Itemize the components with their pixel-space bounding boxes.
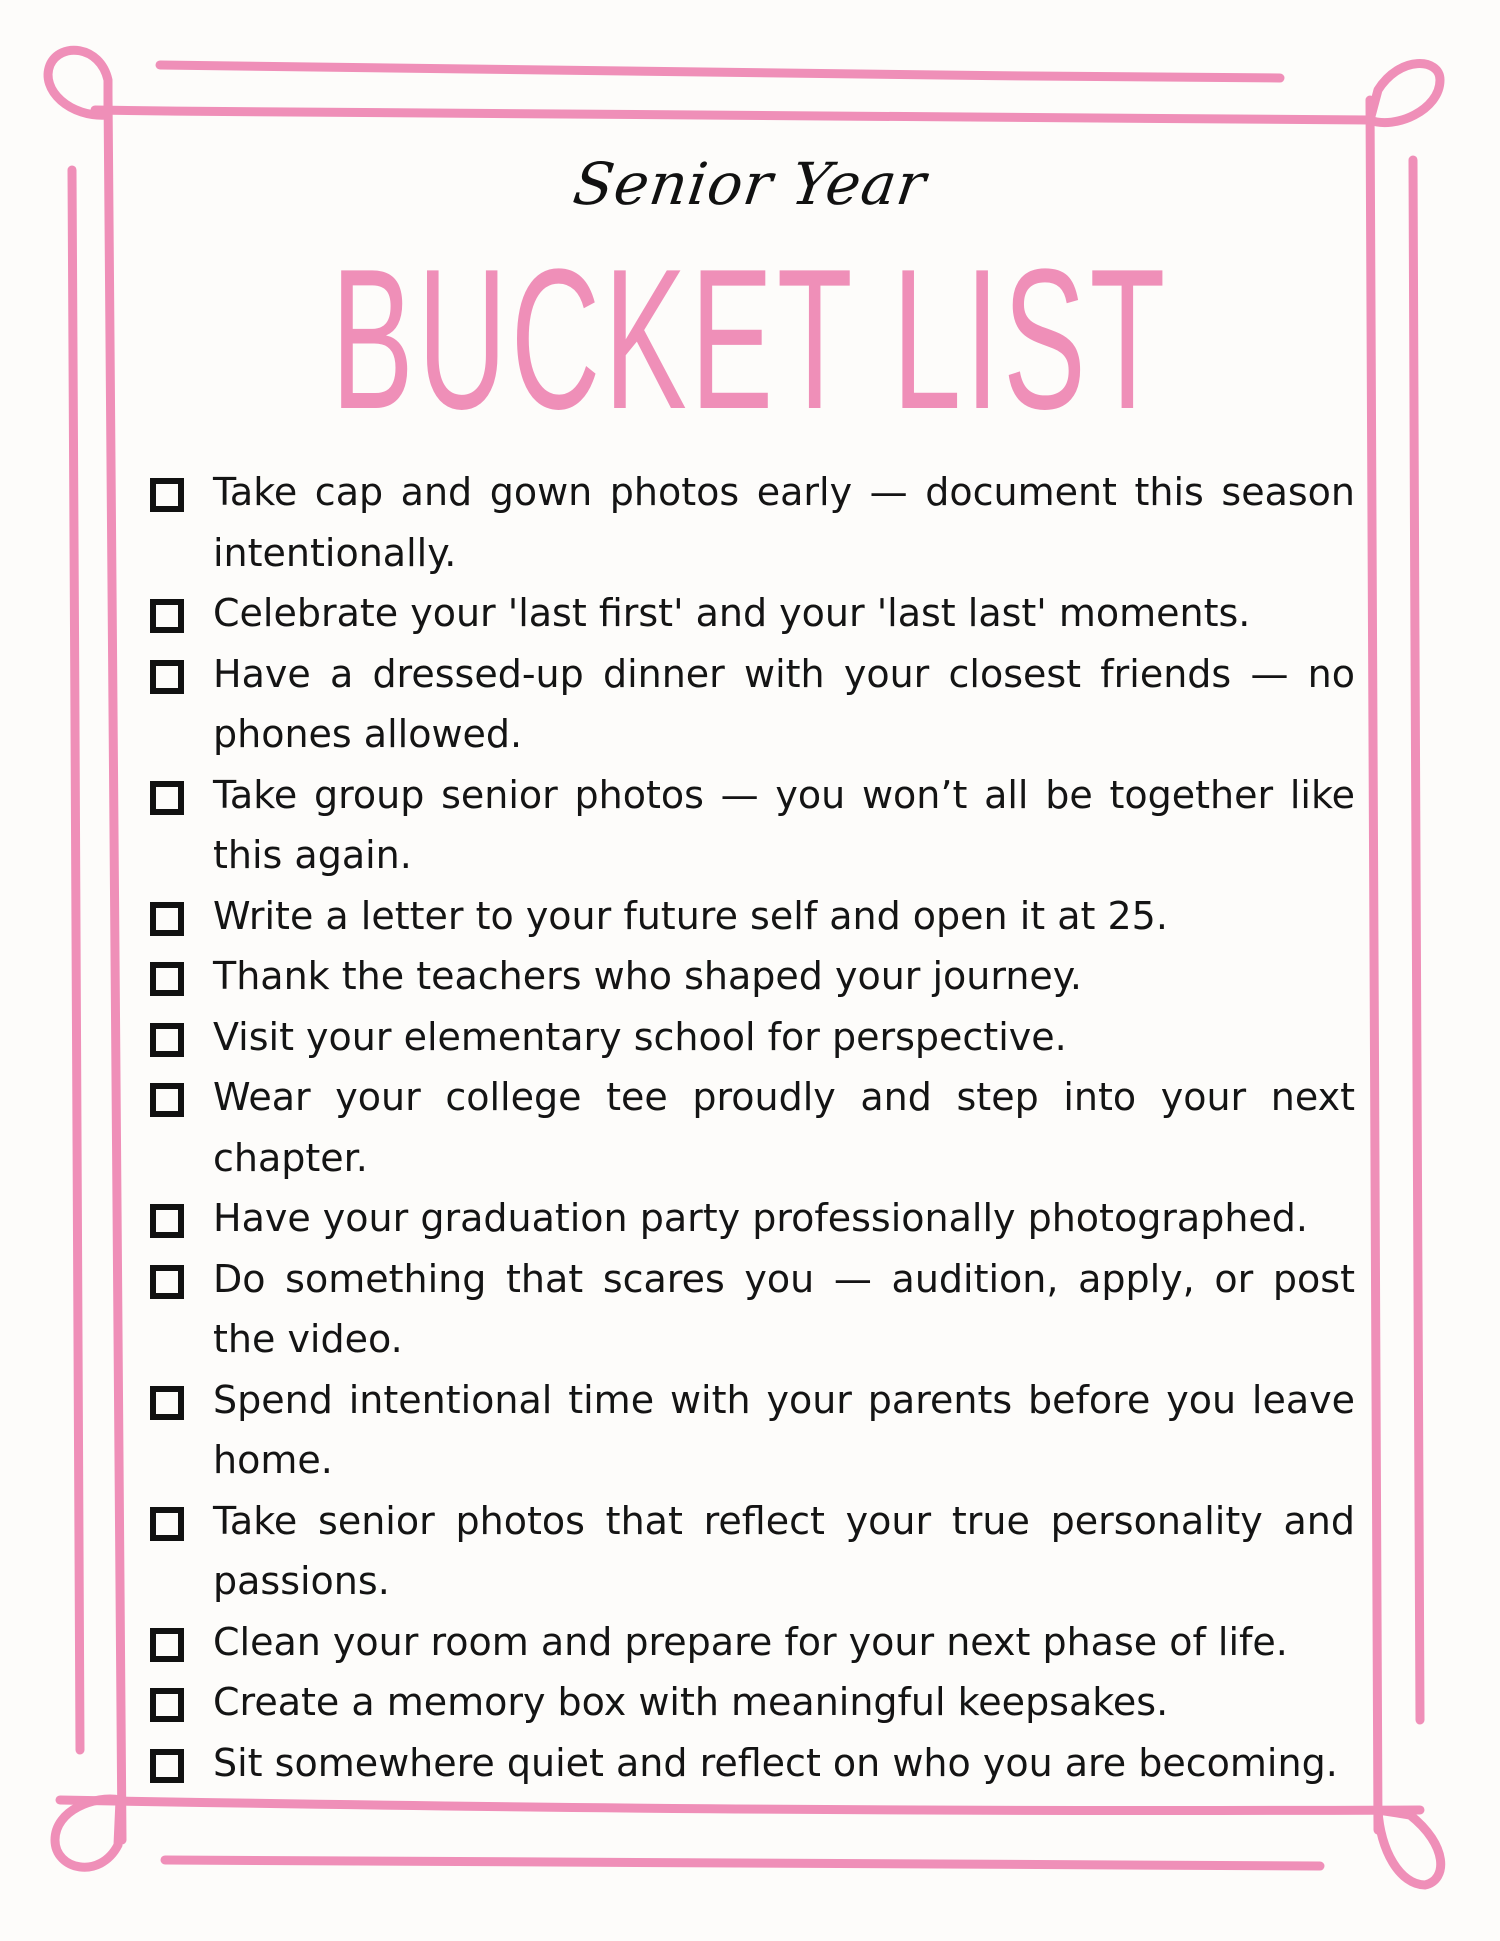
- checkbox[interactable]: [150, 599, 184, 633]
- corner-loop-bottom-right: [1378, 1810, 1441, 1885]
- list-item: [150, 1007, 1355, 1068]
- list-item: [150, 946, 1355, 1007]
- header: [0, 150, 1500, 218]
- checkbox[interactable]: [150, 962, 184, 996]
- frame-left-line: [72, 170, 80, 1750]
- item-text: Visit your elementary school for perspective.: [213, 1014, 1067, 1059]
- checkbox[interactable]: [150, 660, 184, 694]
- list-item: [150, 1370, 1355, 1491]
- checkbox[interactable]: [150, 1083, 184, 1117]
- checkbox[interactable]: [150, 1386, 184, 1420]
- list-item: [150, 1612, 1355, 1673]
- item-text: Spend intentional time with your parents before you leave home.: [213, 1377, 1355, 1482]
- checkbox[interactable]: [150, 1628, 184, 1662]
- checkbox[interactable]: [150, 1265, 184, 1299]
- item-text: Have your graduation party professionally photographed.: [213, 1196, 1309, 1240]
- item-text: Sit somewhere quiet and reflect on who you are becoming.: [213, 1740, 1338, 1785]
- list-item: [150, 1672, 1355, 1733]
- item-text: Take senior photos that reflect your true personality and passions.: [213, 1498, 1355, 1603]
- list-item: [150, 1491, 1355, 1612]
- list-item: [150, 1733, 1355, 1794]
- checkbox[interactable]: [150, 781, 184, 815]
- item-text: Thank the teachers who shaped your journey.: [213, 954, 1082, 998]
- frame-bottom-border: [60, 1800, 1420, 1811]
- list-item: [150, 583, 1355, 644]
- frame-right-line: [1413, 160, 1420, 1720]
- item-text: Take group senior photos — you won’t all be together like this again.: [213, 772, 1355, 877]
- list-item: [150, 1067, 1355, 1188]
- checkbox[interactable]: [150, 1023, 184, 1057]
- frame-bottom-line: [165, 1860, 1320, 1866]
- checkbox[interactable]: [150, 478, 184, 512]
- checkbox[interactable]: [150, 1507, 184, 1541]
- frame-left-border: [108, 95, 122, 1840]
- checkbox[interactable]: [150, 902, 184, 936]
- item-text: Create a memory box with meaningful keepsakes.: [213, 1680, 1169, 1724]
- list-item: [150, 1188, 1355, 1249]
- item-text: Clean your room and prepare for your next phase of life.: [213, 1619, 1288, 1664]
- list-item: [150, 1249, 1355, 1370]
- checkbox[interactable]: [150, 1688, 184, 1722]
- frame-right-border: [1370, 100, 1378, 1830]
- corner-loop-bottom-left: [55, 1799, 120, 1867]
- item-text: Do something that scares you — audition, apply, or post the video.: [213, 1256, 1355, 1361]
- checkbox[interactable]: [150, 1204, 184, 1238]
- item-text: Celebrate your 'last first' and your 'last last' moments.: [213, 591, 1251, 635]
- list-item: [150, 462, 1355, 583]
- list-item: [150, 644, 1355, 765]
- frame-top-border: [95, 110, 1370, 120]
- corner-loop-top-right: [1370, 64, 1440, 123]
- item-text: Have a dressed-up dinner with your closest friends — no phones allowed.: [213, 651, 1355, 756]
- checkbox[interactable]: [150, 1749, 184, 1783]
- corner-loop-top-left: [48, 50, 108, 115]
- bucket-list: [150, 462, 1355, 1793]
- list-item: [150, 886, 1355, 947]
- item-text: Write a letter to your future self and open it at 25.: [213, 893, 1168, 938]
- title-bucket-list: BUCKET LIST: [331, 228, 1169, 451]
- subtitle-senior-year: Senior Year: [569, 150, 931, 218]
- item-text: Wear your college tee proudly and step into your next chapter.: [213, 1075, 1355, 1180]
- frame-top-line: [160, 65, 1280, 78]
- item-text: Take cap and gown photos early — document this season intentionally.: [213, 470, 1355, 575]
- list-item: [150, 765, 1355, 886]
